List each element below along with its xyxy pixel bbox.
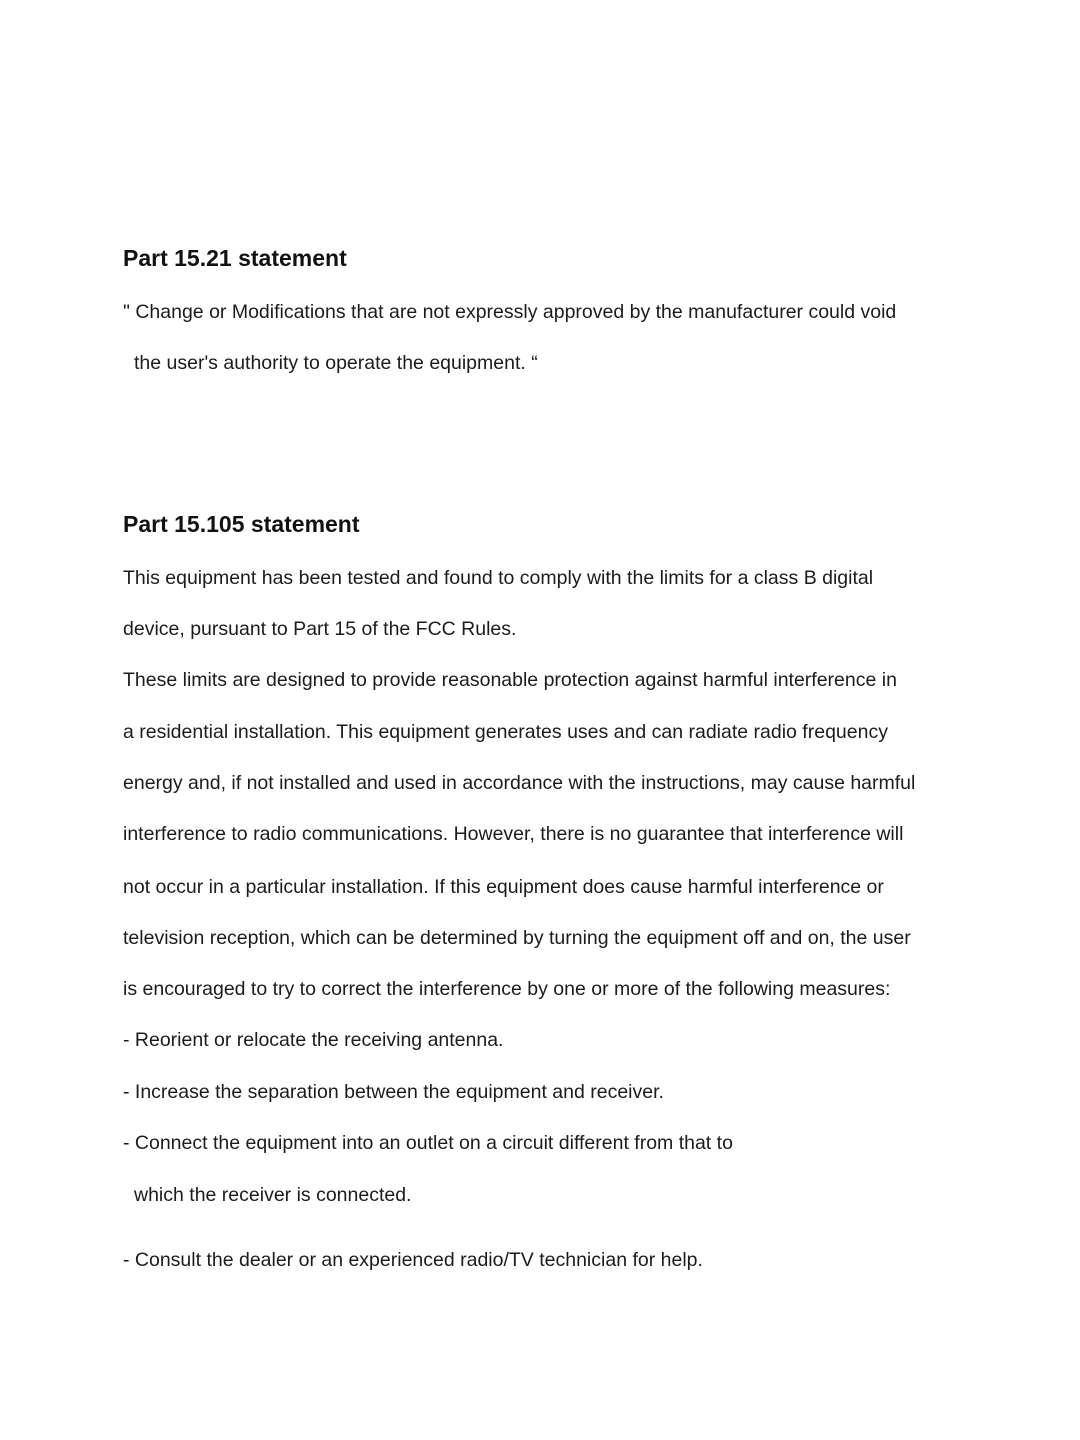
measure-item: - Reorient or relocate the receiving antenna. [123,1029,504,1051]
section-heading-part-15-105: Part 15.105 statement [123,511,360,537]
statement-line: " Change or Modifications that are not expressly approved by the manufacturer could void [123,301,897,323]
statement-line: a residential installation. This equipment generates uses and can radiate radio frequency [123,721,888,743]
statement-line: interference to radio communications. However, there is no guarantee that interference will [123,823,904,845]
statement-line: television reception, which can be determined by turning the equipment off and on, the user [123,927,911,949]
measure-item-continued: which the receiver is connected. [134,1184,412,1206]
statement-line: device, pursuant to Part 15 of the FCC Rules. [123,618,517,640]
statement-line: energy and, if not installed and used in accordance with the instructions, may cause harmful [123,772,916,794]
measure-item: - Consult the dealer or an experienced radio/TV technician for help. [123,1249,703,1271]
statement-line: is encouraged to try to correct the interference by one or more of the following measures: [123,978,891,1000]
section-heading-part-15-21: Part 15.21 statement [123,245,347,271]
statement-line: the user's authority to operate the equipment. “ [134,352,538,374]
statement-line: These limits are designed to provide reasonable protection against harmful interference in [123,669,897,691]
statement-line: This equipment has been tested and found to comply with the limits for a class B digital [123,567,874,589]
statement-line: not occur in a particular installation. If this equipment does cause harmful interference or [123,876,884,898]
measure-item: - Connect the equipment into an outlet on a circuit different from that to [123,1132,733,1154]
measure-item: - Increase the separation between the equipment and receiver. [123,1081,664,1103]
